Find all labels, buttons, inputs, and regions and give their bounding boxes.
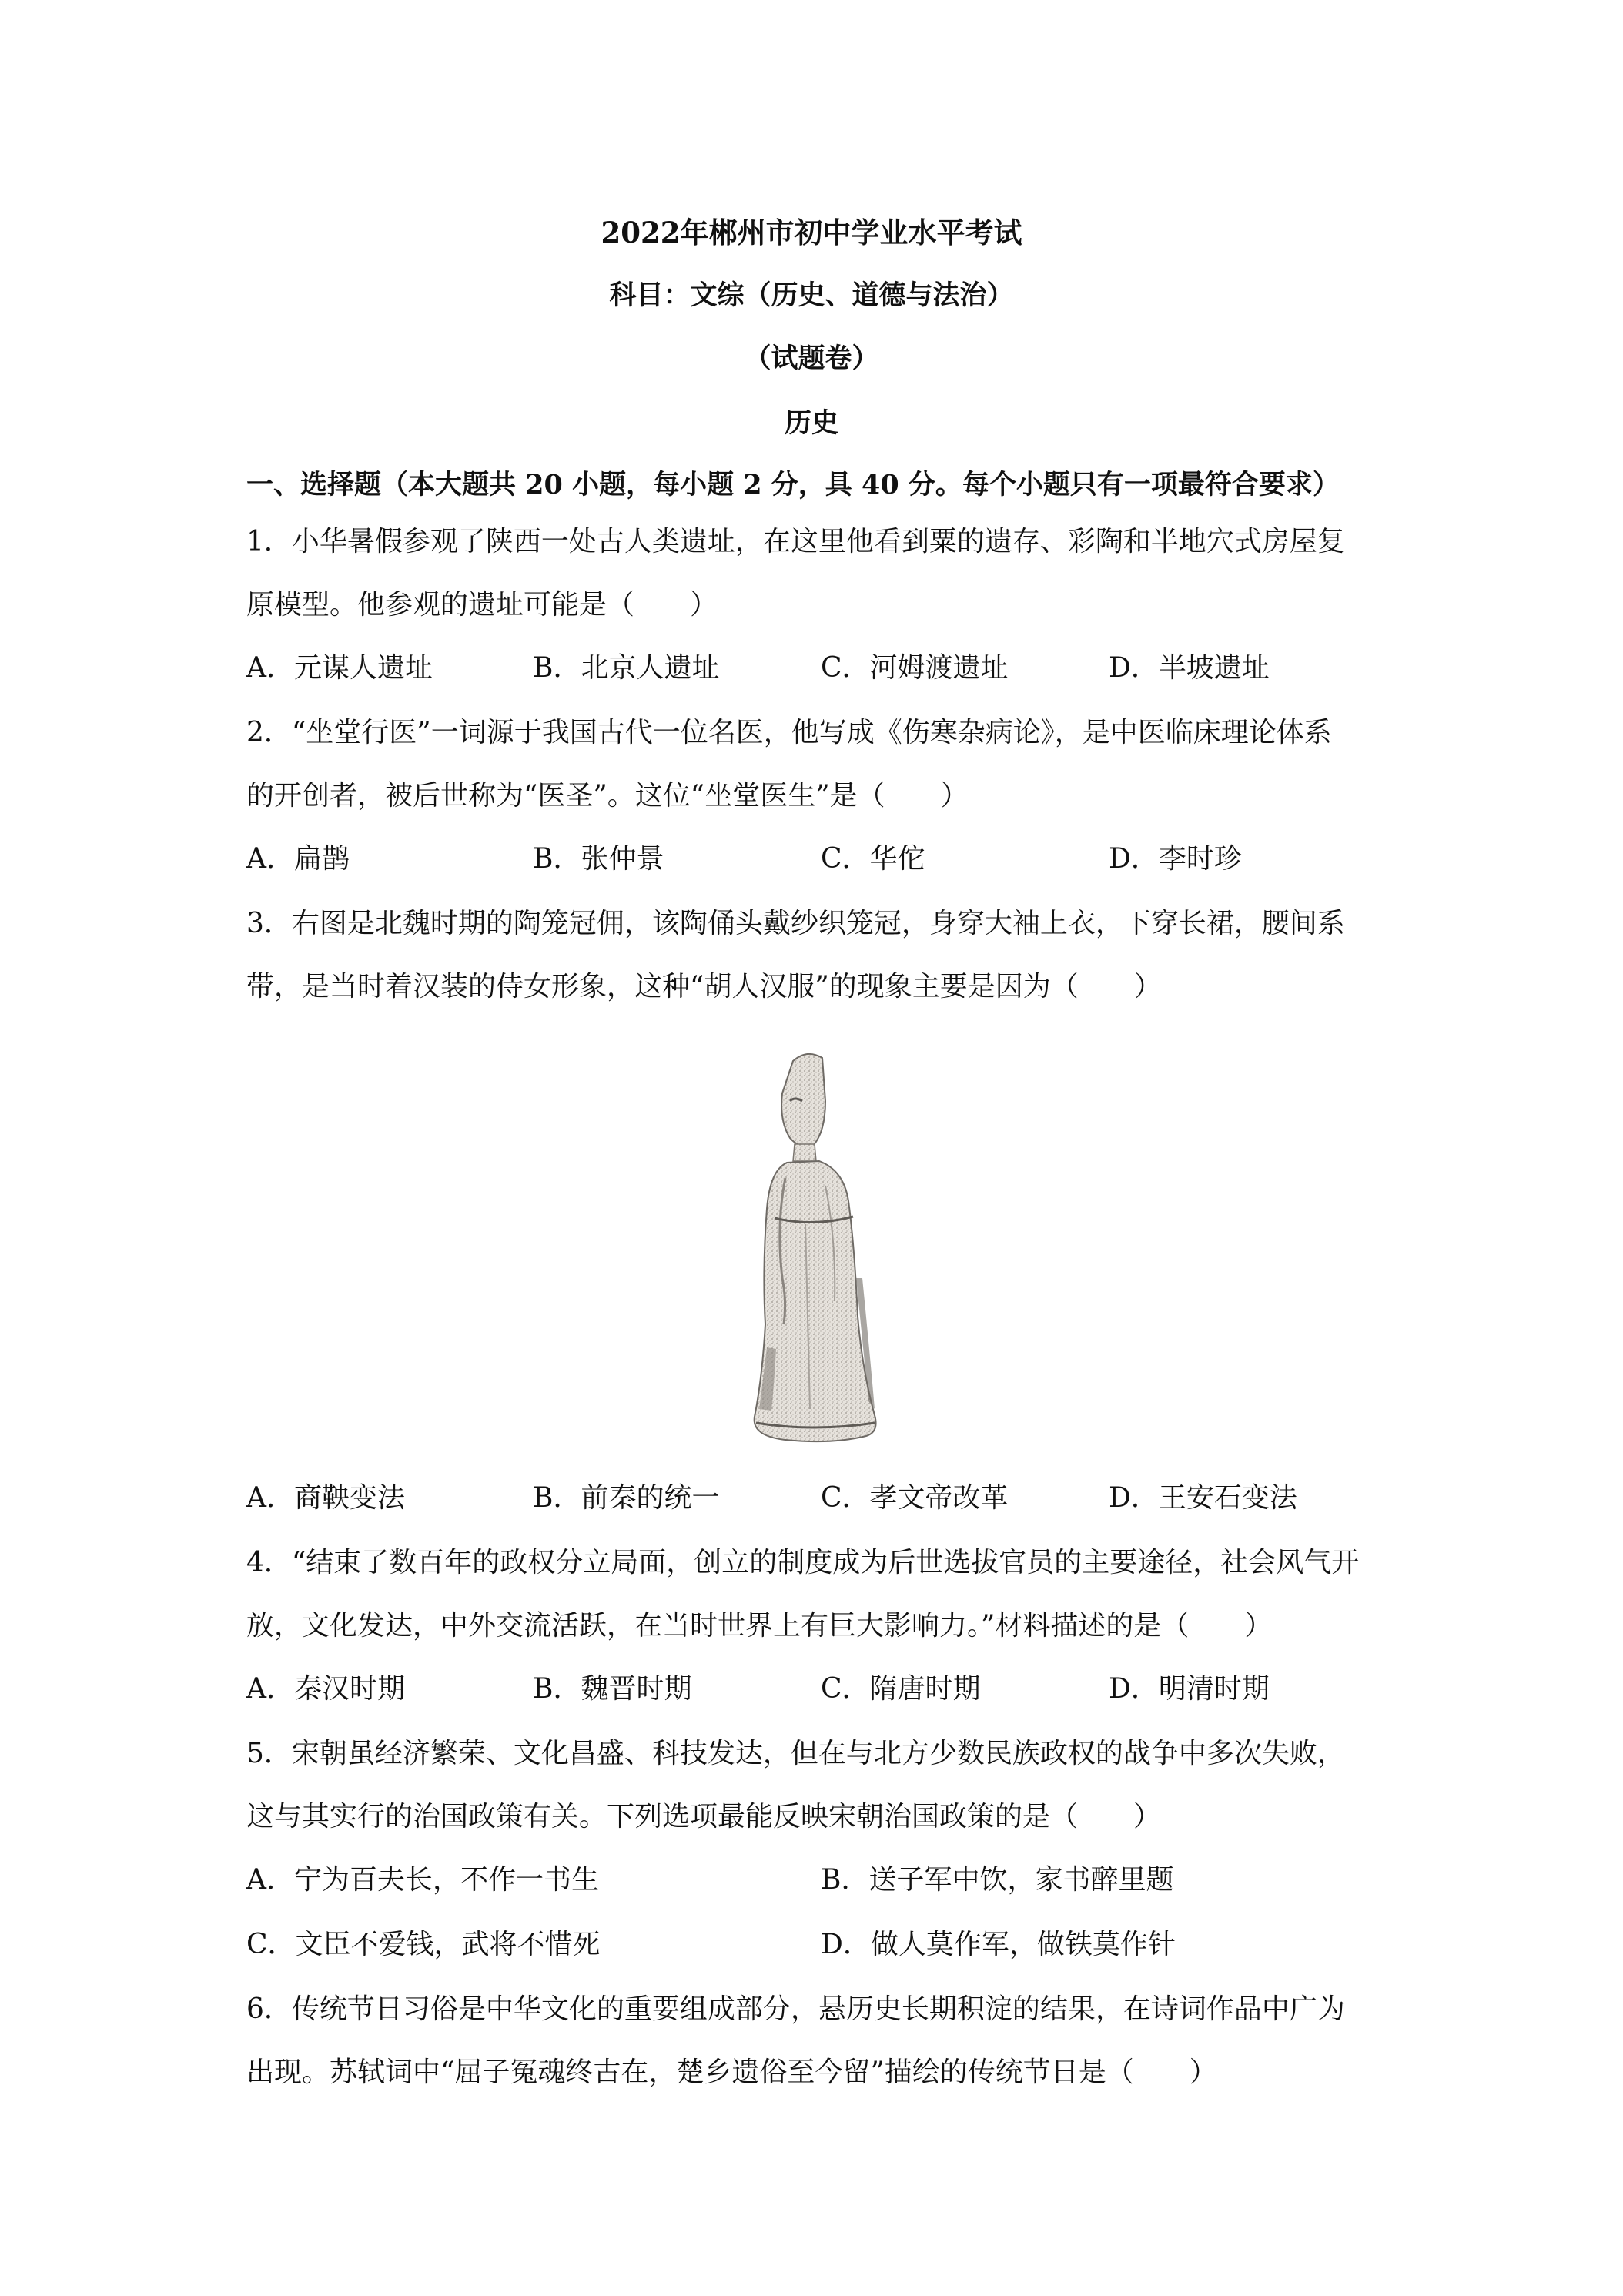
question-4-option-b: B．魏晋时期 [533,1673,692,1705]
question-1-line-1: 1．小华暑假参观了陕西一处古人类遗址，在这里他看到粟的遗存、彩陶和半地穴式房屋复 [246,526,1345,557]
question-4-option-c: C．隋唐时期 [821,1673,981,1705]
question-2-line-1: 2．“坐堂行医”一词源于我国古代一位名医，他写成《伤寒杂病论》，是中医临床理论体系 [246,717,1332,748]
question-5-option-d: D．做人莫作军，做铁莫作针 [821,1929,1176,1960]
question-6-line-2: 出现。苏轼词中“屈子冤魂终古在，楚乡遗俗至今留”描绘的传统节日是（ ） [246,2057,1217,2088]
question-1-option-c: C．河姆渡遗址 [821,652,1009,684]
question-2-option-c: C．华佗 [821,843,925,875]
exam-paper-label: （试题卷） [744,343,879,374]
section-heading: 一、选择题（本大题共 20 小题，每小题 2 分，具 40 分。每个小题只有一项最符合要求） [246,469,1340,500]
question-2-line-2: 的开创者，被后世称为“医圣”。这位“坐堂医生”是（ ） [246,780,969,812]
question-3-option-a: A．商鞅变法 [246,1482,405,1514]
pottery-figurine-image [739,1047,893,1451]
question-4-option-d: D．明清时期 [1109,1673,1270,1705]
question-3-option-c: C．孝文帝改革 [821,1482,1009,1514]
exam-subject: 科目：文综（历史、道德与法治） [609,279,1014,311]
question-5-line-1: 5．宋朝虽经济繁荣、文化昌盛、科技发达，但在与北方少数民族政权的战争中多次失败， [246,1738,1345,1769]
exam-title: 2022年郴州市初中学业水平考试 [601,216,1022,249]
question-4-option-a: A．秦汉时期 [246,1673,405,1705]
question-6-line-1: 6．传统节日习俗是中华文化的重要组成部分，悬历史长期积淀的结果，在诗词作品中广为 [246,1993,1345,2025]
question-4-line-2: 放，文化发达，中外交流活跃，在当时世界上有巨大影响力。”材料描述的是（ ） [246,1610,1273,1642]
question-5-option-c: C．文臣不爱钱，武将不惜死 [246,1929,601,1960]
question-2-option-d: D．李时珍 [1109,843,1242,875]
section-name: 历史 [784,407,838,439]
question-5-option-a: A．宁为百夫长，不作一书生 [246,1864,599,1896]
question-3-option-d: D．王安石变法 [1109,1482,1297,1514]
question-1-option-b: B．北京人遗址 [533,652,720,684]
question-5-option-b: B．送子军中饮，家书醉里题 [821,1864,1174,1896]
question-1-option-a: A．元谋人遗址 [246,652,433,684]
question-3-option-b: B．前秦的统一 [533,1482,720,1514]
question-5-line-2: 这与其实行的治国政策有关。下列选项最能反映宋朝治国政策的是（ ） [246,1801,1162,1832]
question-3-line-2: 带，是当时着汉装的侍女形象，这种“胡人汉服”的现象主要是因为（ ） [246,971,1162,1002]
question-1-option-d: D．半坡遗址 [1109,652,1270,684]
question-1-line-2: 原模型。他参观的遗址可能是（ ） [246,589,718,621]
question-2-option-b: B．张仲景 [533,843,664,875]
question-2-option-a: A．扁鹊 [246,843,350,875]
question-4-line-1: 4．“结束了数百年的政权分立局面，创立的制度成为后世选拔官员的主要途径，社会风气开 [246,1547,1360,1578]
question-3-line-1: 3．右图是北魏时期的陶笼冠佣，该陶俑头戴纱织笼冠，身穿大袖上衣，下穿长裙，腰间系 [246,908,1345,939]
